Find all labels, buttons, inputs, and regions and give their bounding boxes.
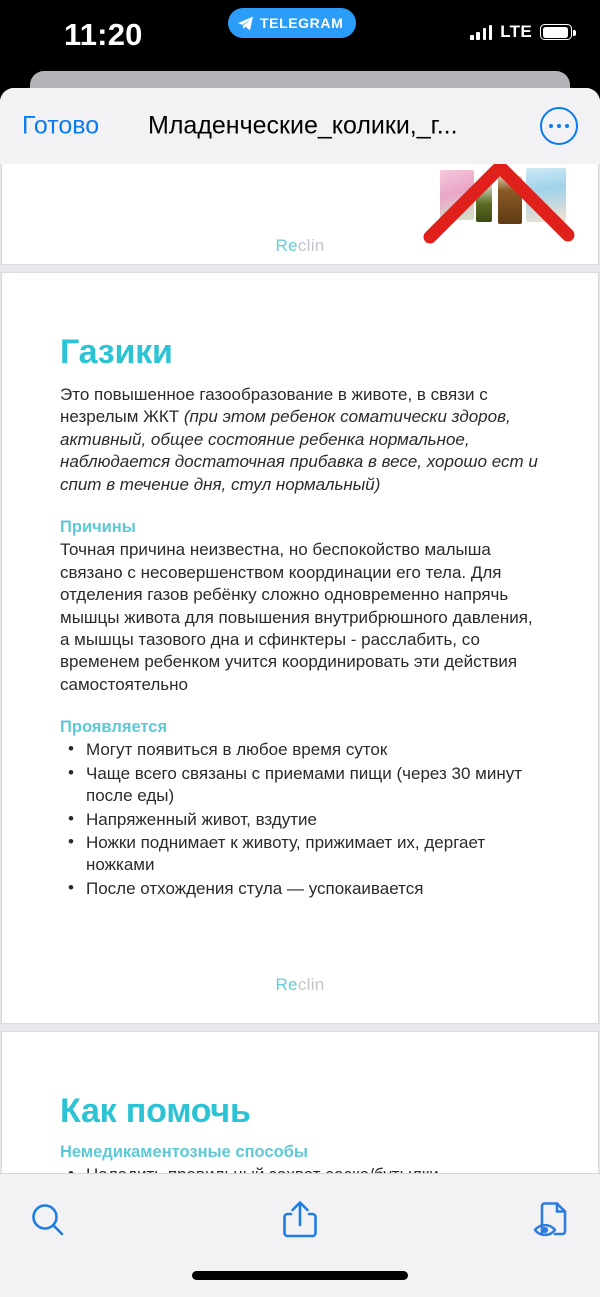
page-separator bbox=[0, 1023, 600, 1032]
network-type-label: LTE bbox=[500, 22, 532, 41]
watermark-prefix: Re bbox=[275, 975, 298, 994]
intro-italic-text: (при этом ребенок соматически здоров, активный, общее состояние ребенка нормальное, наблюдается достаточная прибавка в весе, хорошо ест и спит в течение дня, стул нормальный) bbox=[60, 407, 538, 494]
document-page-two bbox=[1, 273, 599, 1023]
markup-preview-button[interactable] bbox=[520, 1188, 584, 1252]
list-item: • Могут появиться в любое время суток bbox=[60, 739, 540, 761]
signal-bars-icon bbox=[470, 25, 492, 40]
document-page-one bbox=[1, 164, 599, 264]
list-item: • Ножки поднимает к животу, прижимает их, дергает ножками bbox=[60, 832, 540, 877]
telegram-recording-badge[interactable] bbox=[228, 8, 356, 38]
telegram-badge-label: TELEGRAM bbox=[260, 15, 344, 31]
list-item: • После отхождения стула — успокаивается bbox=[60, 878, 540, 900]
watermark-page-one bbox=[2, 236, 598, 256]
watermark-suffix: clin bbox=[297, 236, 325, 255]
watermark-prefix: Re bbox=[275, 236, 298, 255]
document-title: Младенческие_колики,_г... bbox=[148, 111, 458, 140]
done-button[interactable]: Готово bbox=[22, 111, 100, 140]
list-item: • Напряженный живот, вздутие bbox=[60, 809, 540, 831]
page-three-body bbox=[2, 1032, 598, 1186]
section-heading-symptoms: Проявляется bbox=[60, 718, 168, 737]
more-options-button[interactable] bbox=[540, 107, 578, 145]
telegram-paper-plane-icon bbox=[237, 16, 254, 31]
share-button[interactable] bbox=[268, 1188, 332, 1252]
page-one-tail bbox=[2, 164, 598, 264]
navigation-bar bbox=[0, 88, 600, 164]
page-three-title: Как помочь bbox=[60, 1092, 251, 1130]
status-bar-clock: 11:20 bbox=[64, 17, 143, 52]
quick-look-sheet bbox=[0, 88, 600, 1297]
share-icon bbox=[279, 1197, 321, 1243]
search-icon bbox=[27, 1199, 69, 1241]
battery-icon bbox=[540, 24, 572, 40]
document-scroll-area[interactable] bbox=[0, 164, 600, 1221]
section-heading-nonmedical: Немедикаментозные способы bbox=[60, 1143, 308, 1161]
watermark-suffix: clin bbox=[297, 975, 325, 994]
bottom-toolbar bbox=[0, 1173, 600, 1297]
page-two-body bbox=[2, 273, 598, 900]
page-separator bbox=[0, 264, 600, 273]
intro-paragraph bbox=[60, 384, 540, 496]
list-item: • Чаще всего связаны с приемами пищи (через 30 минут после еды) bbox=[60, 763, 540, 808]
symptoms-list bbox=[60, 739, 540, 900]
status-bar bbox=[0, 0, 600, 76]
document-preview-eye-icon bbox=[531, 1198, 573, 1242]
page-title: Газики bbox=[60, 333, 173, 371]
home-indicator[interactable] bbox=[192, 1271, 408, 1280]
causes-paragraph: Точная причина неизвестна, но беспокойство малыша связано с несовершенством координации его тела. Для отделения газов ребёнку сложно одновременно напрячь мышцы живота для повышения внутрибрюшного давления, а мышцы тазового дна и сфинктеры - расслабить, со временем ребенком учится координировать эти действия самостоятельно bbox=[60, 540, 533, 694]
intro-plain-text: Это повышенное газообразование в животе, в связи с незрелым ЖКТ bbox=[60, 385, 488, 427]
watermark-page-two bbox=[2, 975, 598, 995]
status-bar-indicators bbox=[470, 22, 572, 42]
more-ellipsis-icon bbox=[549, 124, 570, 129]
section-heading-causes: Причины bbox=[60, 518, 136, 537]
search-button[interactable] bbox=[16, 1188, 80, 1252]
